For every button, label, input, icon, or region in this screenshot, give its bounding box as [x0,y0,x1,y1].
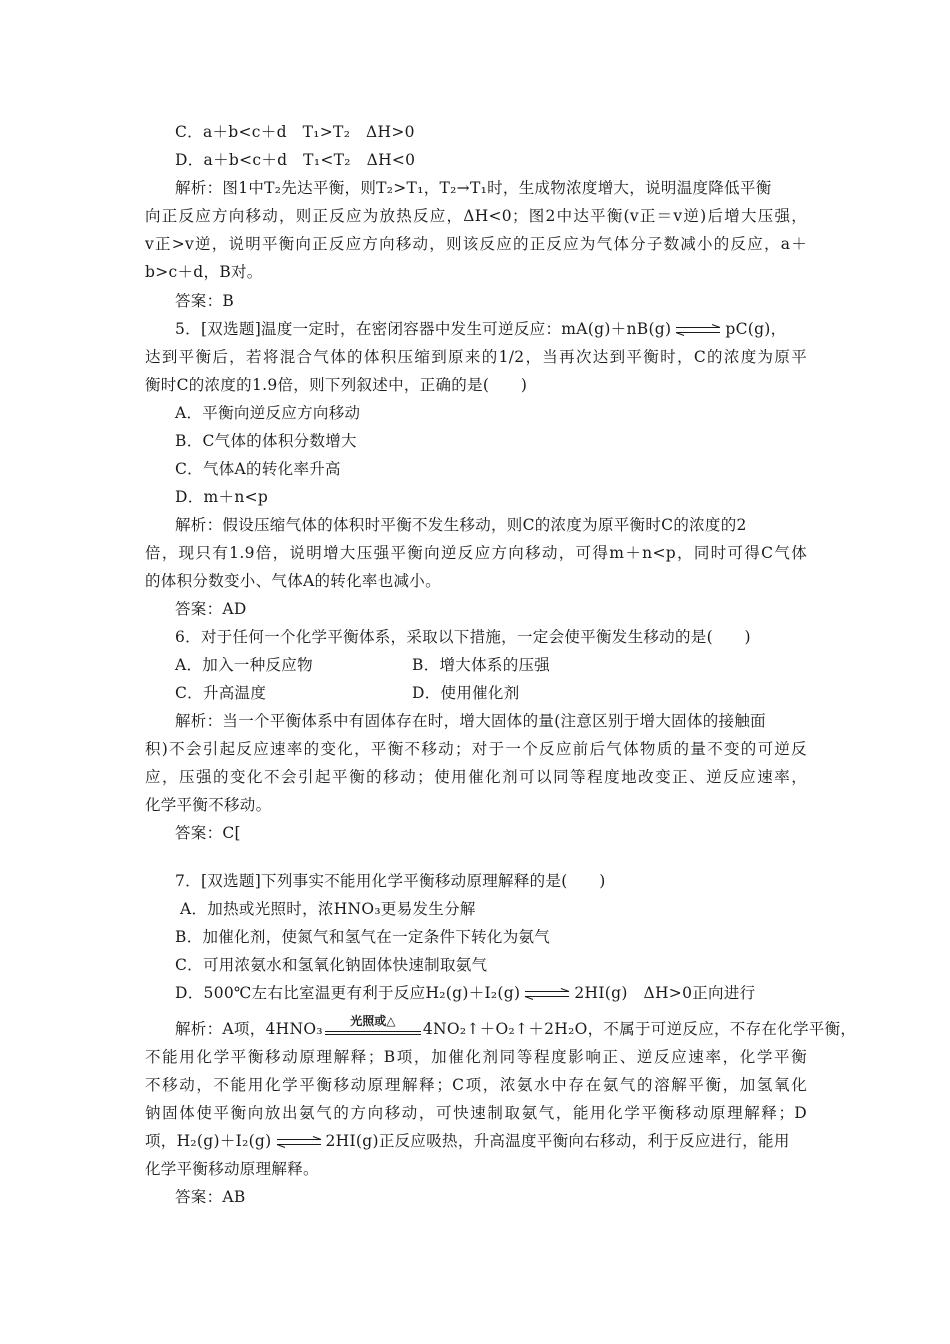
q7-option-d [175,983,755,1003]
equilibrium-arrow-icon [523,988,571,1000]
q5-analysis-line-1: 解析：假设压缩气体的体积时平衡不发生移动，则C的浓度为原平衡时C的浓度的2 [175,516,747,534]
reaction-condition-arrow [325,1014,421,1040]
q7-analysis-line-5 [145,1131,790,1151]
q6-analysis-line-1: 解析：当一个平衡体系中有固体存在时，增大固体的量(注意区别于增大固体的接触面 [175,712,766,730]
q6-analysis-line-4: 化学平衡不移动。 [145,796,272,814]
q6-option-a: A．加入一种反应物 [175,656,313,674]
q5-stem-line-3: 衡时C的浓度的1.9倍，则下列叙述中，正确的是( ) [145,376,528,394]
q7-analysis-part-4: 2HI(g)正反应吸热，升高温度平衡向右移动，利于反应进行，能用 [325,1132,790,1150]
q5-stem-line-1 [175,319,786,339]
q6-analysis-line-3: 应，压强的变化不会引起平衡的移动；使用催化剂可以同等程度地改变正、逆反应速率， [145,768,807,786]
q5-option-b: B．C气体的体积分数增大 [175,432,357,450]
q7-analysis-part-1: 解析：A项，4HNO₃ [175,1020,323,1038]
q7-option-b: B．加催化剂，使氮气和氢气在一定条件下转化为氨气 [175,928,551,946]
q7-option-c: C．可用浓氨水和氢氧化钠固体快速制取氨气 [175,956,488,974]
q7-analysis-line-4: 钠固体使平衡向放出氨气的方向移动，可快速制取氨气，能用化学平衡移动原理解释；D [145,1104,807,1122]
q7-analysis-line-2: 不能用化学平衡移动原理解释；B项，加催化剂同等程度影响正、逆反应速率，化学平衡 [145,1048,807,1066]
q7-option-d-part-1: D．500℃左右比室温更有利于反应H₂(g)＋I₂(g) [175,984,521,1002]
reaction-condition-label: 光照或△ [350,1014,396,1028]
q5-stem-line-2: 达到平衡后，若将混合气体的体积压缩到原来的1/2，当再次达到平衡时，C的浓度为原平 [145,348,807,366]
q7-answer: 答案：AB [175,1188,246,1206]
q6-analysis-line-2: 积)不会引起反应速率的变化，平衡不移动；对于一个反应前后气体物质的量不变的可逆反 [145,740,807,758]
q6-option-c: C．升高温度 [175,684,267,702]
q4-analysis-line-2: 向正反应方向移动，则正反应为放热反应，ΔH<0；图2中达平衡(v正＝v逆)后增大压强， [145,207,807,225]
q7-analysis-part-3: 项，H₂(g)＋I₂(g) [145,1132,272,1150]
q4-answer: 答案：B [175,292,235,310]
q5-stem-part-2: pC(g)， [725,320,787,338]
equilibrium-arrow-icon [674,324,722,336]
q7-analysis-line-1 [175,1014,857,1040]
q7-option-d-part-2: 2HI(g) ΔH>0正向进行 [574,984,756,1002]
q4-analysis-line-1: 解析：图1中T₂先达平衡，则T₂>T₁，T₂→T₁时，生成物浓度增大，说明温度降低平衡 [175,179,772,197]
q5-option-a: A．平衡向逆反应方向移动 [175,404,361,422]
q4-option-c: C．a＋b<c＋d T₁>T₂ ΔH>0 [175,123,415,141]
q6-answer: 答案：C[ [175,824,241,842]
q7-option-a: A．加热或光照时，浓HNO₃更易发生分解 [180,900,476,918]
q7-analysis-line-6: 化学平衡移动原理解释。 [145,1160,319,1178]
q6-option-b: B．增大体系的压强 [412,656,551,674]
condition-bar-top [325,1031,421,1032]
condition-bar-bottom [325,1034,421,1035]
q7-analysis-part-2: 4NO₂↑＋O₂↑＋2H₂O，不属于可逆反应，不存在化学平衡， [422,1020,857,1038]
q4-analysis-line-3: v正>v逆，说明平衡向正反应方向移动，则该反应的正反应为气体分子数减小的反应，a＋ [145,235,807,253]
q6-option-d: D．使用催化剂 [412,684,520,702]
q5-stem-part-1: 5．[双选题]温度一定时，在密闭容器中发生可逆反应：mA(g)＋nB(g) [175,320,672,338]
q5-option-d: D．m＋n<p [175,488,269,506]
equilibrium-arrow-icon [275,1136,323,1148]
q7-analysis-line-3: 不移动，不能用化学平衡移动原理解释；C项，浓氨水中存在氨气的溶解平衡，加氢氧化 [145,1076,807,1094]
q5-option-c: C．气体A的转化率升高 [175,460,341,478]
q4-analysis-line-4: b>c＋d，B对。 [145,263,263,281]
q5-analysis-line-2: 倍，现只有1.9倍，说明增大压强平衡向逆反应方向移动，可得m＋n<p，同时可得C气体 [145,544,807,562]
q5-analysis-line-3: 的体积分数变小、气体A的转化率也减小。 [145,572,441,590]
q5-answer: 答案：AD [175,600,247,618]
q4-option-d: D．a＋b<c＋d T₁<T₂ ΔH<0 [175,151,416,169]
q7-stem: 7．[双选题]下列事实不能用化学平衡移动原理解释的是( ) [175,872,606,890]
q6-stem: 6．对于任何一个化学平衡体系，采取以下措施，一定会使平衡发生移动的是( ) [175,628,751,646]
